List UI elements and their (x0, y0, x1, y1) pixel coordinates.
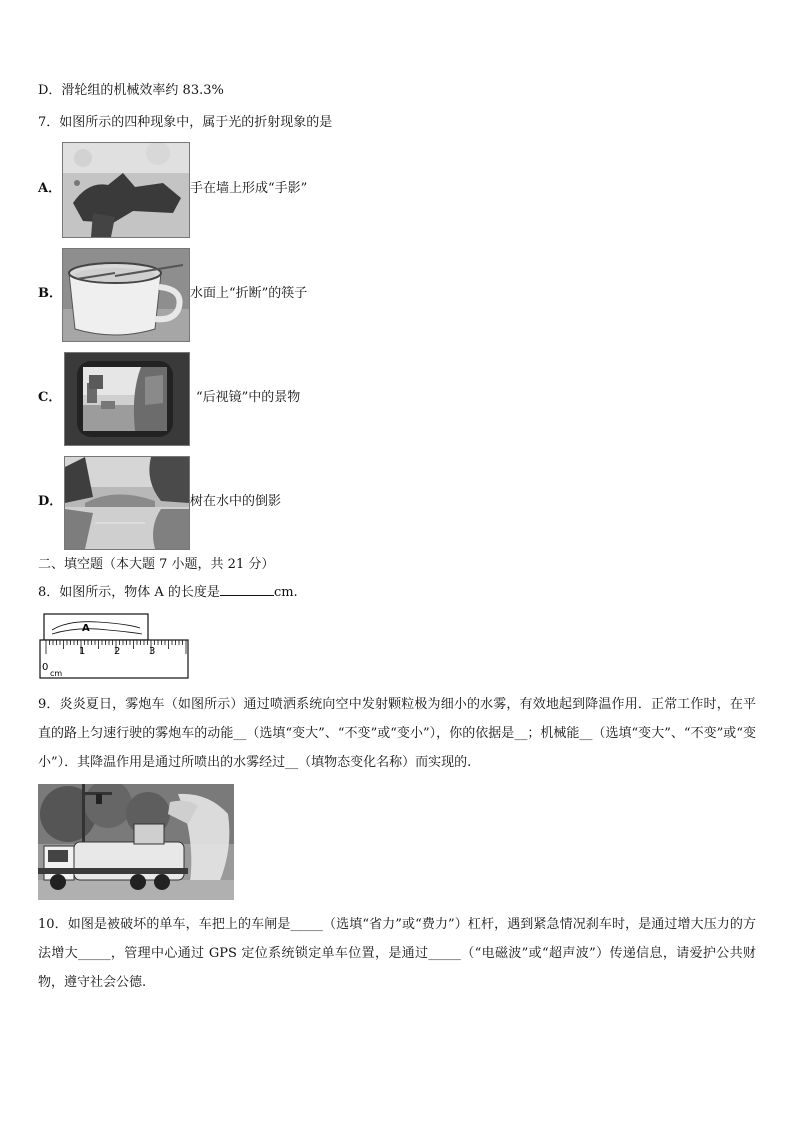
ruler-tick-label-1: 1 (79, 646, 86, 657)
q9-text: 9．炎炎夏日，雾炮车（如图所示）通过喷洒系统向空中发射颗粒极为细小的水雾，有效地起到降温作用．正常工作时，在平直的路上匀速行驶的雾炮车的动能__（选填“变大”、“不变”或“变小”），你的依据是__；机械能__（选填“变大”、“不变”或“变小”）．其降温作用是通过所喷出的水雾经过__（填物态变化名称）而实现的. (38, 697, 756, 770)
q8-stem (38, 582, 298, 602)
bent-chopstick-image (62, 248, 190, 342)
object-a-label: A (82, 623, 90, 634)
q7-option-c-letter: C． (38, 390, 62, 405)
q6-option-d: D．滑轮组的机械效率约 83.3% (38, 83, 224, 98)
fog-cannon-truck-image (38, 784, 234, 900)
ruler-tick-label-0: 0 (42, 662, 49, 673)
q7-option-a-letter: A． (38, 181, 62, 196)
ruler-unit-label: cm (50, 669, 63, 678)
q7-option-a-caption: 手在墙上形成“手影” (190, 181, 308, 196)
ruler-tick-label-2: 2 (114, 646, 121, 657)
q7-option-b-letter: B． (38, 286, 62, 301)
q7-option-d-caption: 树在水中的倒影 (190, 494, 282, 509)
hand-shadow-image (62, 142, 190, 238)
q8-stem-text: 8．如图所示，物体 A 的长度是 (38, 585, 220, 600)
ruler-figure (38, 610, 192, 682)
section-heading: 二、填空题（本大题 7 小题，共 21 分） (38, 557, 275, 572)
rear-mirror-image (64, 352, 190, 446)
tree-reflection-image (64, 456, 190, 550)
ruler-tick-label-3: 3 (149, 646, 156, 657)
q7-option-c-caption: “后视镜”中的景物 (196, 390, 301, 405)
object-a (44, 614, 148, 640)
q10-text: 10．如图是被破坏的单车，车把上的车闸是_____（选填“省力”或“费力”）杠杆，遇到紧急情况刹车时，是通过增大压力的方法增大_____，管理中心通过 GPS 定位系统锁定单车位置，是通过_____（“电磁波”或“超声波”）传递信息，请爱护公共财物，遵守社会公德. (38, 917, 756, 990)
q7-option-b-caption: 水面上“折断”的筷子 (190, 286, 308, 301)
q8-stem-unit: cm. (273, 585, 298, 600)
q8-answer-blank[interactable] (220, 582, 274, 596)
q7-option-d-letter: D． (38, 494, 63, 509)
q7-stem: 7．如图所示的四种现象中，属于光的折射现象的是 (38, 115, 333, 130)
